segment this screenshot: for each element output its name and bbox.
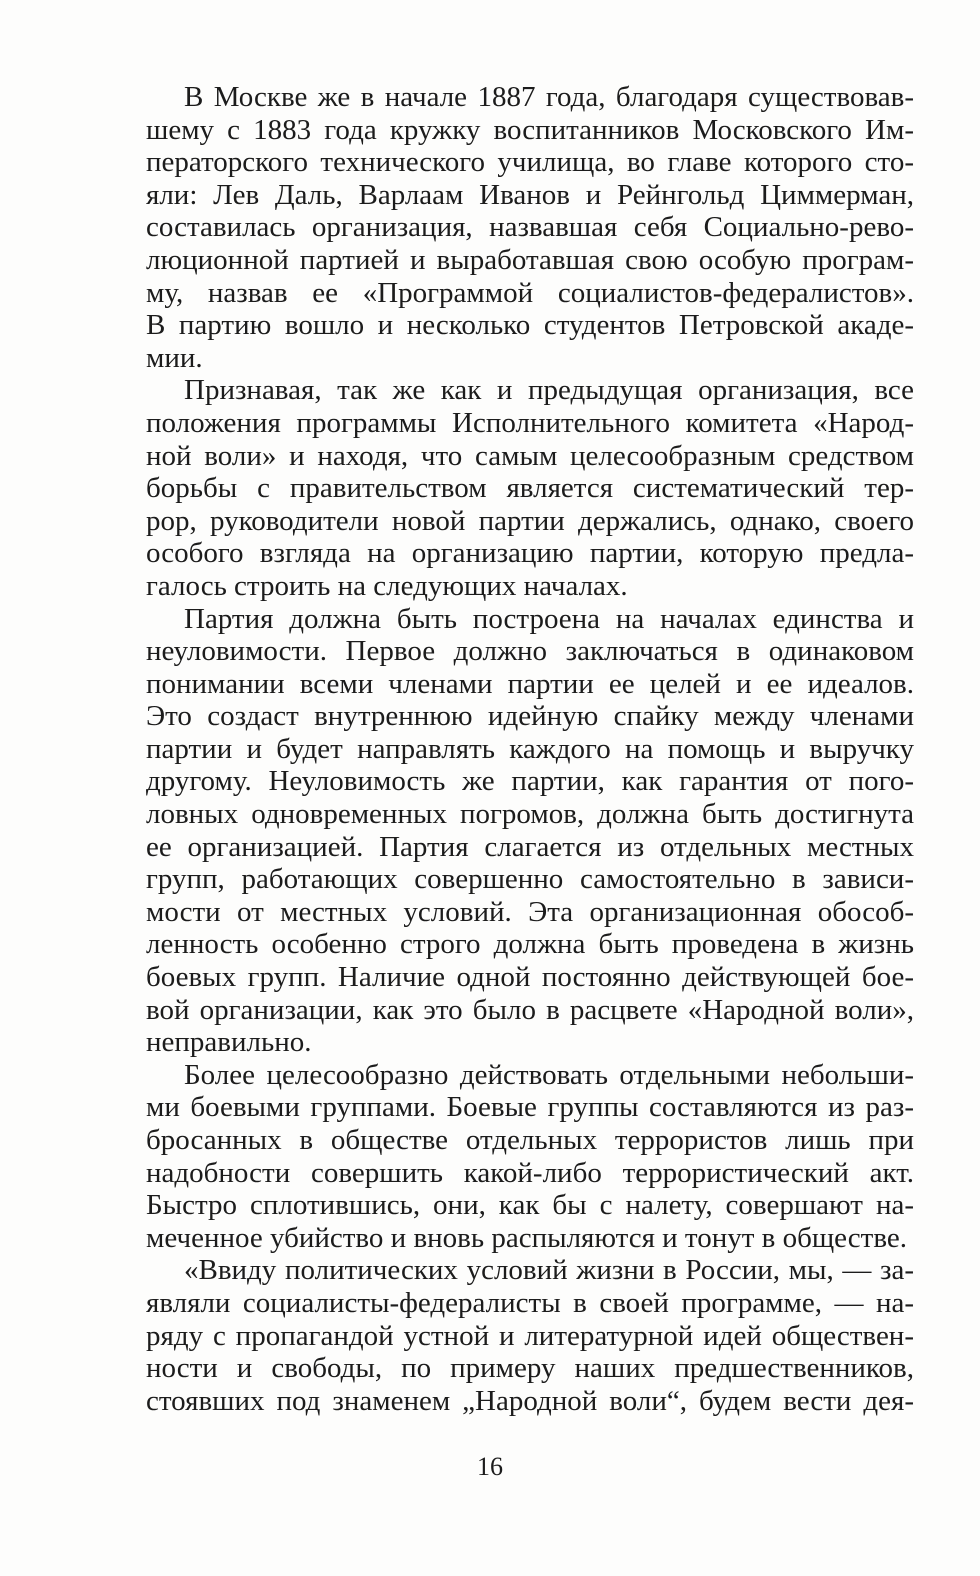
text-line: стоявших под знаменем „Народной воли“, будем вести дея-	[146, 1384, 914, 1417]
text-line: Это создаст внутреннюю идейную спайку между членами	[146, 700, 914, 733]
text-line: рор, руководители новой партии держались, однако, своего	[146, 504, 914, 537]
text-line: боевых групп. Наличие одной постоянно действующей бое-	[146, 961, 914, 994]
text-line: особого взгляда на организацию партии, которую предла-	[146, 537, 914, 570]
text-line: другому. Неуловимость же партии, как гарантия от пого-	[146, 765, 914, 798]
text-line: Быстро сплотившись, они, как бы с налету, совершают на-	[146, 1189, 914, 1222]
paragraph	[146, 374, 914, 602]
text-line: В партию вошло и несколько студентов Петровской акаде-	[146, 309, 914, 342]
text-line: борьбы с правительством является систематический тер-	[146, 472, 914, 505]
text-line: ператорского технического училища, во главе которого сто-	[146, 146, 914, 179]
page-number: 16	[477, 1452, 503, 1481]
text-line: являли социалисты-федералисты в своей программе, — на-	[146, 1286, 914, 1319]
text-line: ности и свободы, по примеру наших предшественников,	[146, 1352, 914, 1385]
text-line: люционной партией и выработавшая свою особую програм-	[146, 243, 914, 276]
text-line: вой организации, как это было в расцвете «Народной воли»,	[146, 993, 914, 1026]
paragraph	[146, 603, 914, 1059]
text-line: мии.	[146, 341, 203, 374]
text-line: ловных одновременных погромов, должна быть достигнута	[146, 798, 914, 831]
text-line: меченное убийство и вновь распыляются и тонут в обществе.	[146, 1221, 907, 1254]
text-line: «Ввиду политических условий жизни в России, мы, — за-	[184, 1254, 914, 1287]
text-line: ной воли» и находя, что самым целесообразным средством	[146, 439, 914, 472]
text-line: бросанных в обществе отдельных террористов лишь при	[146, 1124, 914, 1156]
body-text	[146, 81, 914, 1417]
text-line: групп, работающих совершенно самостоятельно в зависи-	[146, 863, 914, 896]
text-line: ленность особенно строго должна быть проведена в жизнь	[146, 928, 914, 961]
text-line: неправильно.	[146, 1026, 312, 1059]
text-line: надобности совершить какой-либо террористический акт.	[146, 1156, 914, 1189]
text-line: шему с 1883 года кружку воспитанников Московского Им-	[146, 113, 914, 146]
text-line: В Москве же в начале 1887 года, благодаря существовав-	[184, 81, 914, 113]
paragraph	[146, 1254, 914, 1417]
text-line: мости от местных условий. Эта организационная обособ-	[146, 895, 914, 928]
text-line: ми боевыми группами. Боевые группы составляются из раз-	[146, 1091, 914, 1124]
text-line: Признавая, так же как и предыдущая организация, все	[184, 374, 914, 407]
text-line: понимании всеми членами партии ее целей и ее идеалов.	[146, 667, 914, 700]
text-line: составилась организация, назвавшая себя Социально-рево-	[146, 211, 914, 244]
text-line: партии и будет направлять каждого на помощь и выручку	[146, 732, 914, 765]
paragraph	[146, 81, 914, 374]
text-line: Более целесообразно действовать отдельными небольши-	[184, 1058, 914, 1091]
text-line: неуловимости. Первое должно заключаться в одинаковом	[146, 635, 914, 668]
text-line: ряду с пропагандой устной и литературной идей обществен-	[146, 1319, 914, 1352]
text-line: му, назвав ее «Программой социалистов-федералистов».	[146, 276, 914, 309]
text-line: Партия должна быть построена на началах единства и	[184, 602, 914, 635]
text-line: ее организацией. Партия слагается из отдельных местных	[146, 830, 914, 863]
text-line: галось строить на следующих началах.	[146, 569, 628, 602]
text-line: яли: Лев Даль, Варлаам Иванов и Рейнгольд Циммерман,	[146, 178, 914, 211]
text-line: положения программы Исполнительного комитета «Народ-	[146, 406, 914, 439]
paragraph	[146, 1059, 914, 1255]
